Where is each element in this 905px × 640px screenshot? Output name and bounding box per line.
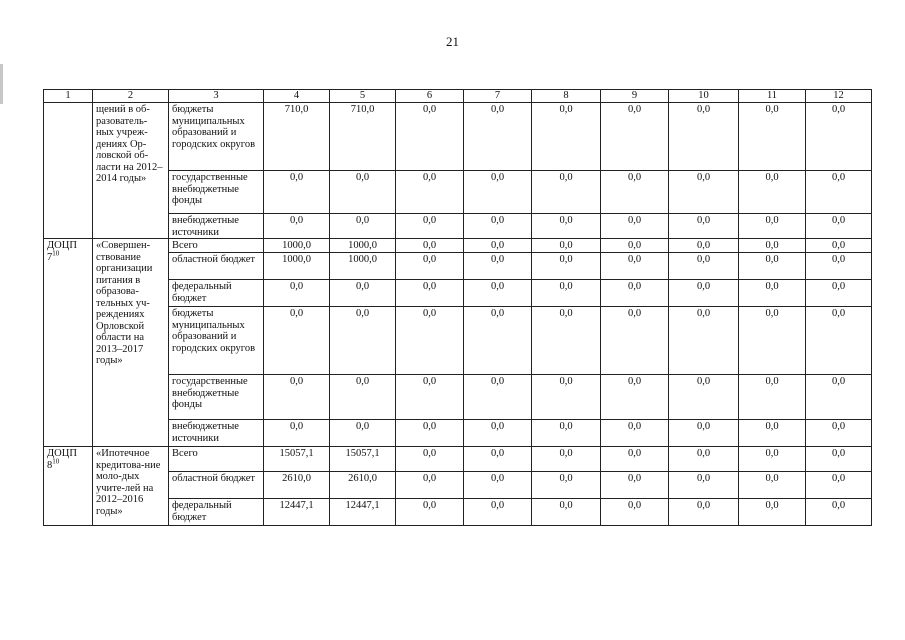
amount-cell: 0,0 xyxy=(806,420,872,447)
column-number-header: 8 xyxy=(532,90,601,103)
amount-cell: 0,0 xyxy=(739,472,806,499)
amount-cell: 0,0 xyxy=(739,499,806,526)
funding-source-cell: внебюджетные источники xyxy=(169,420,264,447)
column-number-header: 9 xyxy=(601,90,669,103)
amount-cell: 0,0 xyxy=(532,420,601,447)
funding-source-cell: Всего xyxy=(169,447,264,472)
amount-cell: 0,0 xyxy=(669,171,739,214)
budget-table xyxy=(43,89,872,526)
amount-cell: 0,0 xyxy=(601,103,669,171)
funding-source-cell: Всего xyxy=(169,239,264,253)
funding-source-cell: государственные внебюджетные фонды xyxy=(169,171,264,214)
amount-cell: 0,0 xyxy=(739,214,806,239)
table-row xyxy=(44,103,872,171)
amount-cell: 0,0 xyxy=(464,420,532,447)
amount-cell: 0,0 xyxy=(464,239,532,253)
amount-cell: 0,0 xyxy=(601,499,669,526)
funding-source-cell: внебюджетные источники xyxy=(169,214,264,239)
amount-cell: 0,0 xyxy=(739,375,806,420)
amount-cell: 1000,0 xyxy=(330,239,396,253)
amount-cell: 0,0 xyxy=(396,253,464,280)
amount-cell: 0,0 xyxy=(464,375,532,420)
amount-cell: 0,0 xyxy=(601,472,669,499)
amount-cell: 2610,0 xyxy=(330,472,396,499)
amount-cell: 0,0 xyxy=(464,307,532,375)
table-row xyxy=(44,447,872,472)
amount-cell: 0,0 xyxy=(330,214,396,239)
amount-cell: 0,0 xyxy=(806,280,872,307)
amount-cell: 0,0 xyxy=(601,253,669,280)
column-number-header: 7 xyxy=(464,90,532,103)
funding-source-cell: бюджеты муниципальных образований и городских округов xyxy=(169,103,264,171)
amount-cell: 0,0 xyxy=(532,239,601,253)
amount-cell: 0,0 xyxy=(396,472,464,499)
amount-cell: 0,0 xyxy=(601,447,669,472)
amount-cell: 0,0 xyxy=(396,375,464,420)
amount-cell: 0,0 xyxy=(264,280,330,307)
table-row xyxy=(44,420,872,447)
program-code: ДОЦП 8 xyxy=(47,448,77,471)
amount-cell: 0,0 xyxy=(532,103,601,171)
amount-cell: 0,0 xyxy=(264,214,330,239)
amount-cell: 0,0 xyxy=(396,499,464,526)
amount-cell: 0,0 xyxy=(739,280,806,307)
amount-cell: 710,0 xyxy=(264,103,330,171)
column-number-header: 1 xyxy=(44,90,93,103)
amount-cell: 0,0 xyxy=(532,499,601,526)
column-number-header: 5 xyxy=(330,90,396,103)
table-row xyxy=(44,171,872,214)
table-row xyxy=(44,307,872,375)
table-row xyxy=(44,253,872,280)
amount-cell: 0,0 xyxy=(464,214,532,239)
amount-cell: 0,0 xyxy=(396,280,464,307)
amount-cell: 0,0 xyxy=(806,472,872,499)
amount-cell: 0,0 xyxy=(601,307,669,375)
amount-cell: 0,0 xyxy=(669,307,739,375)
column-number-header: 6 xyxy=(396,90,464,103)
amount-cell: 0,0 xyxy=(669,280,739,307)
amount-cell: 0,0 xyxy=(669,253,739,280)
amount-cell: 0,0 xyxy=(739,420,806,447)
amount-cell: 0,0 xyxy=(806,307,872,375)
amount-cell: 0,0 xyxy=(464,447,532,472)
amount-cell: 1000,0 xyxy=(330,253,396,280)
amount-cell: 0,0 xyxy=(669,447,739,472)
amount-cell: 0,0 xyxy=(739,307,806,375)
table-row xyxy=(44,239,872,253)
amount-cell: 0,0 xyxy=(806,499,872,526)
table-row xyxy=(44,472,872,499)
program-name-cell: щений в об-разователь-ных учреж-дениях Ор-ловской об-ласти на 2012–2014 годы» xyxy=(93,103,169,239)
column-number-header: 2 xyxy=(93,90,169,103)
amount-cell: 0,0 xyxy=(464,103,532,171)
amount-cell: 0,0 xyxy=(532,307,601,375)
amount-cell: 15057,1 xyxy=(330,447,396,472)
amount-cell: 0,0 xyxy=(669,375,739,420)
amount-cell: 0,0 xyxy=(264,307,330,375)
amount-cell: 0,0 xyxy=(532,447,601,472)
program-code: ДОЦП 7 xyxy=(47,240,77,263)
amount-cell: 0,0 xyxy=(739,171,806,214)
amount-cell: 0,0 xyxy=(396,171,464,214)
amount-cell: 0,0 xyxy=(330,307,396,375)
amount-cell: 0,0 xyxy=(601,420,669,447)
funding-source-cell: государственные внебюджетные фонды xyxy=(169,375,264,420)
amount-cell: 0,0 xyxy=(532,375,601,420)
amount-cell: 0,0 xyxy=(601,171,669,214)
amount-cell: 0,0 xyxy=(532,253,601,280)
amount-cell: 0,0 xyxy=(806,171,872,214)
amount-cell: 710,0 xyxy=(330,103,396,171)
amount-cell: 0,0 xyxy=(264,171,330,214)
amount-cell: 0,0 xyxy=(601,280,669,307)
page-number: 21 xyxy=(446,34,459,49)
amount-cell: 0,0 xyxy=(464,472,532,499)
amount-cell: 15057,1 xyxy=(264,447,330,472)
amount-cell: 0,0 xyxy=(464,499,532,526)
column-number-header: 3 xyxy=(169,90,264,103)
program-name-cell: «Ипотечное кредитова-ние моло-дых учите-лей на 2012–2016 годы» xyxy=(93,447,169,526)
amount-cell: 0,0 xyxy=(739,103,806,171)
amount-cell: 0,0 xyxy=(806,447,872,472)
footnote-marker: 10 xyxy=(52,457,60,465)
amount-cell: 0,0 xyxy=(264,375,330,420)
amount-cell: 0,0 xyxy=(330,375,396,420)
amount-cell: 0,0 xyxy=(532,214,601,239)
amount-cell: 0,0 xyxy=(532,171,601,214)
amount-cell: 0,0 xyxy=(806,253,872,280)
amount-cell: 0,0 xyxy=(396,103,464,171)
amount-cell: 0,0 xyxy=(806,239,872,253)
amount-cell: 12447,1 xyxy=(264,499,330,526)
table-row xyxy=(44,375,872,420)
amount-cell: 0,0 xyxy=(396,447,464,472)
amount-cell: 0,0 xyxy=(330,171,396,214)
funding-source-cell: бюджеты муниципальных образований и городских округов xyxy=(169,307,264,375)
amount-cell: 2610,0 xyxy=(264,472,330,499)
amount-cell: 0,0 xyxy=(739,239,806,253)
column-number-header: 11 xyxy=(739,90,806,103)
amount-cell: 0,0 xyxy=(739,447,806,472)
amount-cell: 0,0 xyxy=(264,420,330,447)
amount-cell: 0,0 xyxy=(669,239,739,253)
amount-cell: 0,0 xyxy=(601,214,669,239)
table-row xyxy=(44,280,872,307)
amount-cell: 0,0 xyxy=(464,253,532,280)
amount-cell: 0,0 xyxy=(601,375,669,420)
column-number-header: 12 xyxy=(806,90,872,103)
table-header-row xyxy=(44,90,872,103)
amount-cell: 12447,1 xyxy=(330,499,396,526)
table-row xyxy=(44,214,872,239)
amount-cell: 0,0 xyxy=(669,214,739,239)
funding-source-cell: областной бюджет xyxy=(169,472,264,499)
column-number-header: 4 xyxy=(264,90,330,103)
amount-cell: 0,0 xyxy=(396,420,464,447)
amount-cell: 0,0 xyxy=(669,499,739,526)
amount-cell: 0,0 xyxy=(330,420,396,447)
amount-cell: 0,0 xyxy=(396,214,464,239)
program-code-cell xyxy=(44,239,93,447)
funding-source-cell: федеральный бюджет xyxy=(169,499,264,526)
amount-cell: 0,0 xyxy=(396,307,464,375)
amount-cell: 0,0 xyxy=(464,171,532,214)
amount-cell: 0,0 xyxy=(739,253,806,280)
amount-cell: 0,0 xyxy=(669,472,739,499)
scan-edge-mark xyxy=(0,64,3,104)
program-code-cell xyxy=(44,103,93,239)
amount-cell: 0,0 xyxy=(396,239,464,253)
program-name-cell: «Совершен-ствование организации питания в образова-тельных уч-реждениях Орловской области на 2013–2017 годы» xyxy=(93,239,169,447)
amount-cell: 0,0 xyxy=(532,472,601,499)
amount-cell: 0,0 xyxy=(464,280,532,307)
footnote-marker: 10 xyxy=(52,249,60,257)
table-row xyxy=(44,499,872,526)
amount-cell: 0,0 xyxy=(532,280,601,307)
column-number-header: 10 xyxy=(669,90,739,103)
amount-cell: 1000,0 xyxy=(264,239,330,253)
funding-source-cell: федеральный бюджет xyxy=(169,280,264,307)
amount-cell: 1000,0 xyxy=(264,253,330,280)
program-code-cell xyxy=(44,447,93,526)
amount-cell: 0,0 xyxy=(806,103,872,171)
amount-cell: 0,0 xyxy=(806,375,872,420)
funding-source-cell: областной бюджет xyxy=(169,253,264,280)
amount-cell: 0,0 xyxy=(669,103,739,171)
amount-cell: 0,0 xyxy=(806,214,872,239)
amount-cell: 0,0 xyxy=(330,280,396,307)
amount-cell: 0,0 xyxy=(601,239,669,253)
amount-cell: 0,0 xyxy=(669,420,739,447)
